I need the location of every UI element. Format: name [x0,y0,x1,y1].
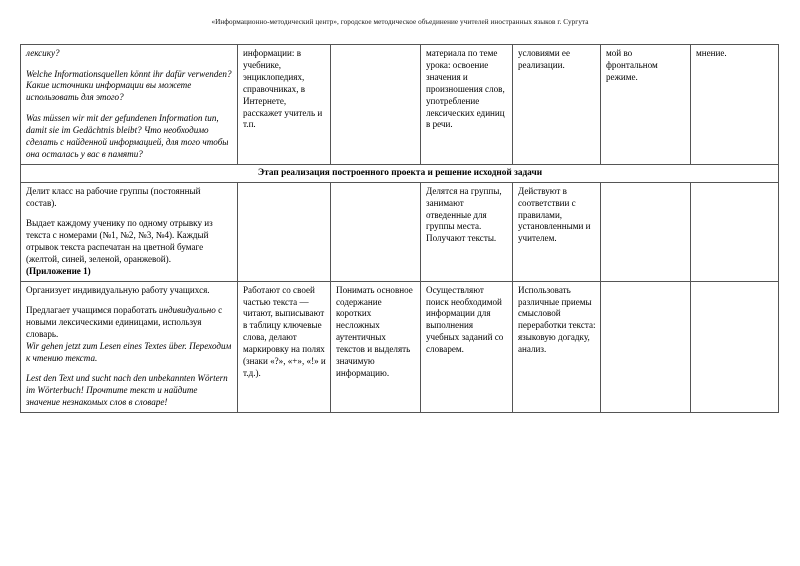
cell-text-fragment-emphasis: индивидуально [158,305,216,316]
cell-personal-uud [691,182,779,281]
cell-teacher-activity [21,182,238,281]
cell-teacher-activity [21,45,238,165]
cell-text-line: Wir gehen jetzt zum Lesen eines Textes über. Переходим к чтению текста. [26,340,232,363]
cell-text: Использовать различные приемы смысловой переработки текста: языковую догадку, анализ. [518,284,596,355]
table-row [21,182,779,281]
cell-student-activity [238,45,331,165]
cell-text-line: Делит класс на рабочие группы (постоянный состав). [26,185,201,208]
cell-subject-results [331,281,421,412]
cell-cognitive-uud [421,182,513,281]
cell-personal-uud [691,281,779,412]
cell-text: условиями ее реализации. [518,48,570,70]
table-row [21,281,779,412]
cell-text: мнение. [696,48,727,58]
cell-communicative-uud [601,281,691,412]
cell-text-fragment: с новыми лексическими единицами, используя словарь. [26,305,223,340]
cell-teacher-activity [21,281,238,412]
cell-personal-uud [691,45,779,165]
cell-text: материала по теме урока: освоение значения и произношения слов, употребление лексических единиц в речи. [426,48,505,130]
stage-banner-title: Этап реализация построенного проекта и решение исходной задачи [21,164,779,182]
paragraph-spacer [26,297,233,306]
cell-text: Осуществляют поиск необходимой информации для выполнения учебных заданий со словарем. [426,284,504,355]
cell-regulative-uud [513,182,601,281]
paragraph-spacer [26,210,233,219]
cell-text-line: Организует индивидуальную работу учащихся. [26,284,210,295]
cell-text: информации: в учебнике, энциклопедиях, справочниках, в Интернете, расскажет учитель и т.п. [243,48,323,130]
cell-text-line: лексику? [26,48,60,58]
cell-regulative-uud [513,45,601,165]
cell-communicative-uud [601,45,691,165]
cell-text-fragment: Предлагает учащимся поработать [26,305,159,316]
cell-text: Понимать основное содержание коротких несложных аутентичных текстов и выделять значимую информацию. [336,284,413,379]
table-row-stage [21,164,779,182]
cell-cognitive-uud [421,281,513,412]
cell-text-line: Welche Informationsquellen könnt ihr dafür verwenden? Какие источники информации вы можете использовать для этого? [26,68,232,103]
cell-regulative-uud [513,281,601,412]
cell-text-line: Выдает каждому ученику по одному отрывку из текста с номерами (№1, №2, №3, №4). Каждый отрывок текста распечатан на цветной бумаге (желтой, синей, зеленой, оранжевой). [26,218,213,264]
cell-communicative-uud [601,182,691,281]
cell-text: Работают со своей частью текста — читают, выписывают в таблицу ключевые слова, делают маркировку на полях (знаки «?», «+», «!» и т.д.). [243,284,326,379]
running-header: «Информационно-методический центр», городское методическое объединение учителей иностранных языков г. Сургута [211,18,589,26]
cell-text: Делятся на группы, занимают отведенные для группы места. Получают тексты. [426,185,502,244]
paragraph-spacer [26,104,233,113]
cell-student-activity [238,182,331,281]
cell-text-line: Lest den Text und sucht nach den unbekannten Wörtern im Wörterbuch! Прочтите текст и найдите значение незнакомых слов в словаре! [26,373,228,408]
cell-text-line-mixed [26,305,222,339]
paragraph-spacer [26,60,233,69]
cell-subject-results [331,45,421,165]
cell-text: Действуют в соответствии с правилами, установленными и учителем. [518,185,591,244]
cell-text-appendix-ref: (Приложение 1) [26,265,91,276]
cell-student-activity [238,281,331,412]
cell-cognitive-uud [421,45,513,165]
paragraph-spacer [26,365,233,374]
table-row [21,45,779,165]
cell-text-line: Was müssen wir mit der gefundenen Information tun, damit sie im Gedächtnis bleibt? Что необходимо сделать с найденной информацией, для того чтобы она осталась у вас в памяти? [26,112,229,159]
cell-subject-results [331,182,421,281]
lesson-plan-table [20,44,779,413]
cell-text: мой во фронтальном режиме. [606,48,658,82]
lesson-plan-table-wrapper [20,44,778,413]
